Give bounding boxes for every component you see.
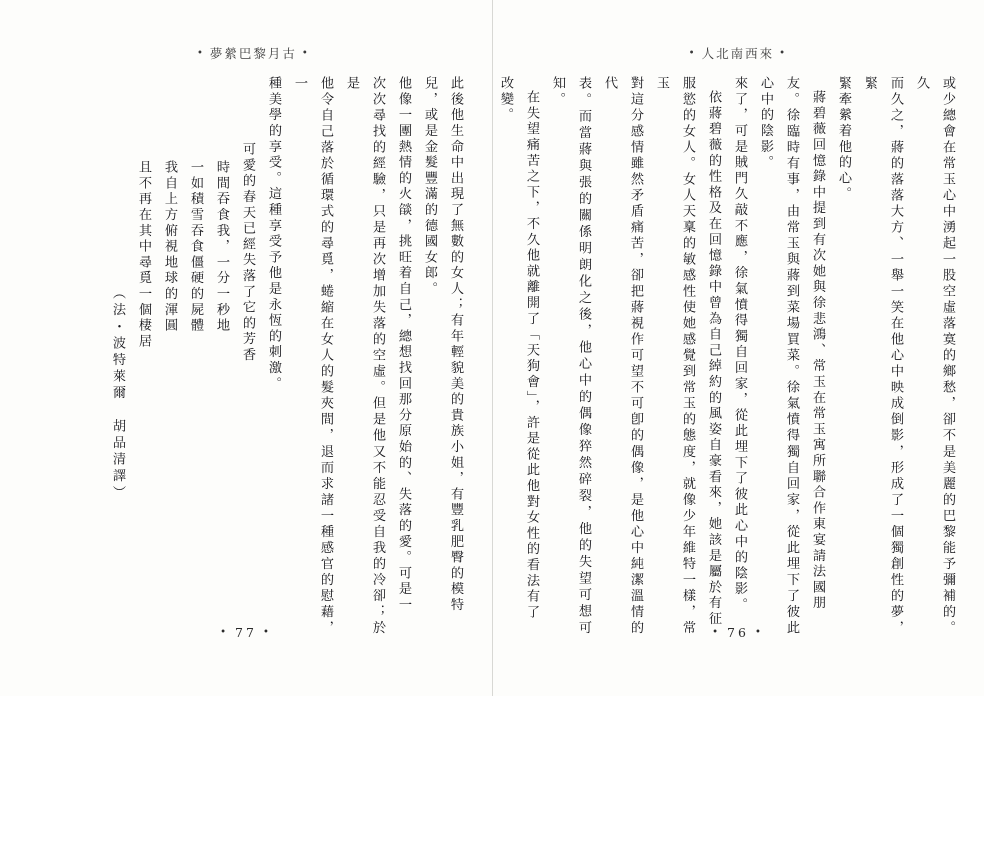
text-column: 或少總會在常玉心中湧起一股空虛落寞的鄉愁，卻不是美麗的巴黎能予彌補的。久 <box>914 76 955 636</box>
poem-line: 時間吞食我，一分一秒地 <box>214 160 229 334</box>
poem-line: 可愛的春天已經失落了它的芳香 <box>240 142 255 364</box>
folio-dot-icon: • <box>262 627 272 638</box>
text-column: 他像一團熱情的火燄，挑旺着自己，總想找回那分原始的、失落的愛。可是一 <box>396 76 411 614</box>
text-column: 對這分感情雖然矛盾痛苦，卻把蔣視作可望不可卽的偶像，是他心中純潔溫情的代 <box>602 76 643 636</box>
poem-line: 一如積雪吞食僵硬的屍體 <box>188 160 203 334</box>
page-number-right <box>516 625 960 640</box>
text-column: 表。而當蔣與張的關係明朗化之後，他心中的偶像猝然碎裂，他的失望可想可知。 <box>550 76 591 636</box>
text-column: 緊牽縈着他的心。 <box>836 76 851 203</box>
right-page-content <box>498 42 960 652</box>
text-column: 他令自己落於循環式的尋覓，蜷縮在女人的髮夾間，退而求諸一種感官的慰藉，一 <box>292 76 333 636</box>
folio-dot-icon: • <box>220 627 230 638</box>
page-number-left <box>24 625 468 640</box>
running-head-right <box>684 42 792 64</box>
poem-line: 我自上方俯視地球的渾圓 <box>162 160 177 334</box>
page-number-left-text: 77 <box>235 625 257 640</box>
left-page <box>0 0 492 696</box>
running-head-dot-icon: • <box>301 47 310 59</box>
text-column: 此後他生命中出現了無數的女人；有年輕貌美的貴族小姐，有豐乳肥臀的模特 <box>448 76 463 614</box>
running-head-left-text: 夢縈巴黎月古 <box>209 46 297 61</box>
running-head-dot-icon: • <box>779 47 787 59</box>
folio-dot-icon: • <box>754 627 764 638</box>
text-column: 在失望痛苦之下，不久他就離開了「天狗會」，許是從此他對女性的看法有了 <box>524 90 539 621</box>
text-column: 改變。 <box>498 76 513 124</box>
text-column: 友。徐臨時有事，由常玉與蔣到菜場買菜。徐氣憤得獨自回家，從此埋下了彼此心中的陰影。 <box>758 76 799 636</box>
text-column: 來了，可是賊門久敲不應，徐氣憤得獨自回家，從此埋下了彼此心中的陰影。 <box>732 76 747 614</box>
running-head-dot-icon: • <box>197 47 205 59</box>
running-head-dot-icon: • <box>688 47 697 59</box>
text-column: 蔣碧薇回憶錄中提到有次她與徐悲鴻、常玉在常玉寓所聯合作東宴請法國朋 <box>810 90 825 612</box>
right-page-columns <box>498 76 960 652</box>
text-column: 兒，或是金髮豐滿的德國女郎。 <box>422 76 437 298</box>
folio-dot-icon: • <box>712 627 722 638</box>
poem-line: 且不再在其中尋覓一個棲居 <box>136 160 151 350</box>
text-column: 依蔣碧薇的性格及在回憶錄中曾為自己綽約的風姿自豪看來，她該是屬於有征 <box>706 90 721 628</box>
left-page-content <box>24 42 468 652</box>
text-column: 服慾的女人。女人天稟的敏感性使她感覺到常玉的態度，就像少年維特一樣，常玉 <box>654 76 695 636</box>
right-page <box>492 0 984 696</box>
text-column: 次次尋找的經驗，只是再次增加失落的空虛。但是他又不能忍受自我的冷卻；於是 <box>344 76 385 636</box>
running-head-left <box>192 42 315 64</box>
text-column: 種美學的享受。這種享受予他是永恆的刺激。 <box>266 76 281 392</box>
poem-attribution: （法・波特萊爾 胡品清譯） <box>110 286 125 502</box>
left-page-columns <box>24 76 468 652</box>
running-head-right-text: 人北南西來 <box>701 46 775 61</box>
text-column: 而久之，蔣的落落大方、一舉一笑在他心中映成倒影，形成了一個獨創性的夢，緊 <box>862 76 903 636</box>
page-number-right-text: 76 <box>727 625 749 640</box>
